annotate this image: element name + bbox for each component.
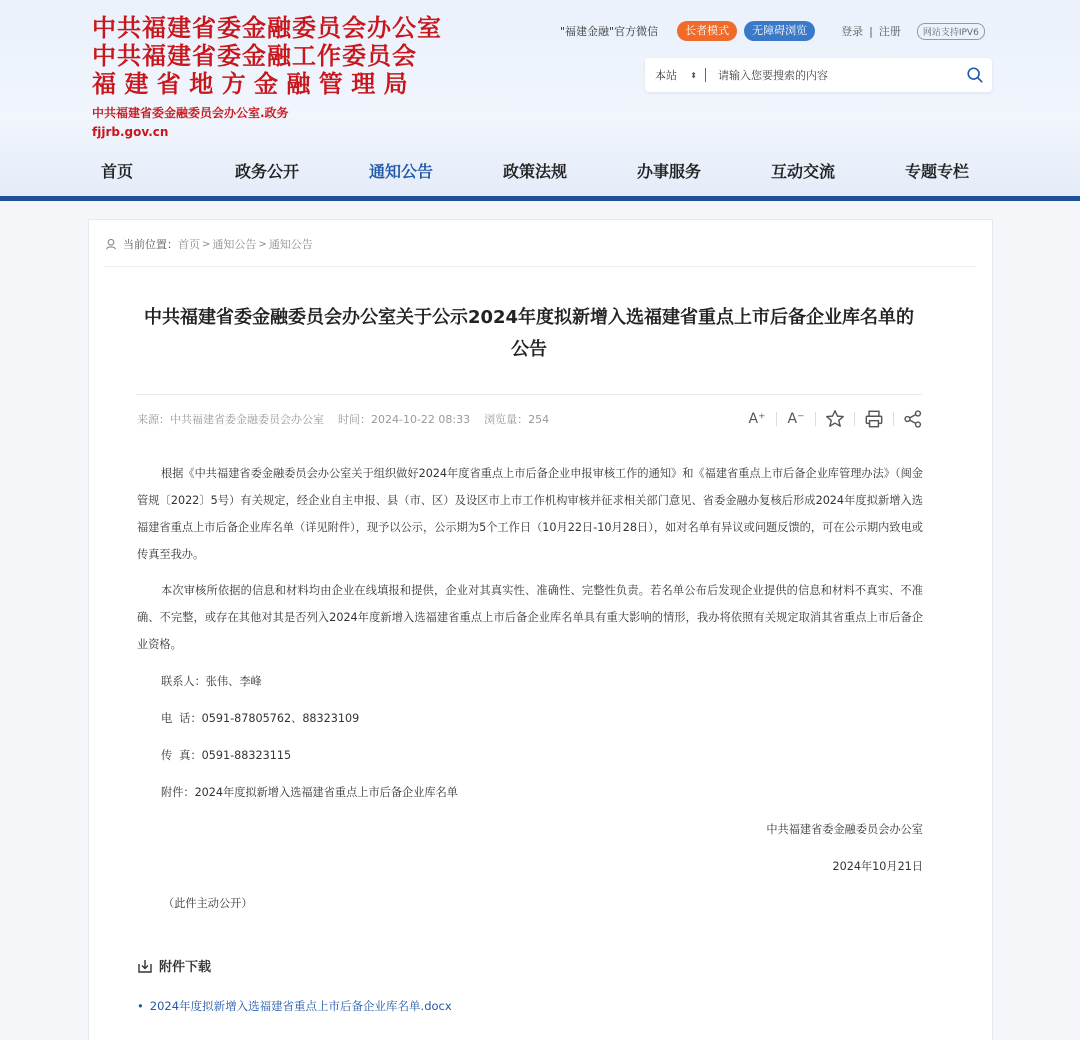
tool-divider — [776, 412, 777, 426]
share-icon[interactable] — [902, 408, 924, 430]
article-time: 时间：2024-10-22 08:33 — [338, 413, 471, 426]
search-icon[interactable] — [966, 66, 984, 84]
breadcrumb-divider — [104, 266, 976, 267]
site-logo[interactable] — [92, 14, 442, 139]
search-bar — [645, 58, 992, 92]
site-header — [0, 0, 1080, 196]
search-scope-value: 本站 — [655, 69, 677, 82]
article-views: 浏览量：254 — [484, 413, 550, 426]
attachment-filename: 2024年度拟新增入选福建省重点上市后备企业库名单.docx — [149, 999, 452, 1013]
font-decrease-icon[interactable]: A⁻ — [787, 411, 805, 427]
sign-date: 2024年10月21日 — [832, 860, 923, 873]
body-paragraph: 本次审核所依据的信息和材料均由企业在线填报和提供，企业对其真实性、准确性、完整性负责。若名单公布后发现企业提供的信息和材料不真实、不准确、不完整，或存在其他对其是否列入2024年度新增入选福建省重点上市后备企业库名单具有重大影响的情形，我办将依照有关规定取消其省重点上市后备企业资格。 — [137, 584, 923, 651]
print-icon[interactable] — [863, 408, 885, 430]
link-separator: | — [869, 24, 873, 38]
nav-item-home[interactable]: 首页 — [101, 162, 134, 181]
bullet-dot: • — [137, 999, 144, 1013]
breadcrumb-notices[interactable]: 通知公告 — [212, 238, 257, 251]
breadcrumb-home[interactable]: 首页 — [178, 238, 200, 251]
logo-line-2: 中共福建省委金融工作委员会 — [92, 41, 417, 70]
location-icon — [104, 237, 118, 251]
contact-phone: 电 话：0591-87805762、88323109 — [161, 712, 360, 725]
nav-item-policies[interactable]: 政策法规 — [502, 162, 567, 181]
accessible-browse-button[interactable]: 无障碍浏览 — [744, 21, 815, 41]
attachment-link[interactable] — [137, 998, 452, 1014]
nav-item-notices[interactable]: 通知公告 — [368, 162, 433, 181]
main-nav — [92, 154, 1004, 190]
star-icon[interactable] — [824, 408, 846, 430]
logo-line-1: 中共福建省委金融委员会办公室 — [92, 13, 442, 42]
ipv6-badge: 网站支持IPV6 — [917, 23, 985, 40]
breadcrumb-separator: > — [202, 238, 211, 250]
font-increase-icon[interactable]: A⁺ — [748, 411, 766, 427]
search-input[interactable] — [706, 69, 936, 82]
meta-divider — [136, 394, 922, 395]
body-paragraph: 根据《中共福建省委金融委员会办公室关于组织做好2024年度省重点上市后备企业申报审核工作的通知》和《福建省重点上市后备企业库管理办法》（闽金管规〔2022〕5号）有关规定，经企业自主申报、县（市、区）及设区市上市工作机构审核并征求相关部门意见、省委金融办复核后形成2024年度拟新增入选福建省重点上市后备企业库名单（详见附件），现予以公示，公示期为5个工作日（10月22日-10月28日），如对名单有异议或问题反馈的，可在公示期内致电或传真至我办。 — [137, 467, 923, 561]
article-tools — [746, 408, 924, 430]
tool-divider — [815, 412, 816, 426]
signer: 中共福建省委金融委员会办公室 — [766, 823, 923, 836]
top-links — [560, 20, 985, 42]
contact-person: 联系人：张伟、李峰 — [161, 675, 262, 688]
search-scope-select[interactable] — [645, 67, 705, 83]
publicity-note: （此件主动公开） — [163, 897, 253, 910]
downloads-heading — [137, 956, 211, 975]
nav-item-government-affairs[interactable]: 政务公开 — [234, 162, 299, 181]
logo-line-3: 福建省地方金融管理局 — [92, 69, 416, 98]
breadcrumb-notices-sub[interactable]: 通知公告 — [268, 238, 313, 251]
logo-domain: fjjrb.gov.cn — [92, 125, 169, 139]
contact-fax: 传 真：0591-88323115 — [161, 749, 292, 762]
breadcrumb — [104, 236, 313, 252]
tool-divider — [854, 412, 855, 426]
attachment-note: 附件：2024年度拟新增入选福建省重点上市后备企业库名单 — [161, 786, 458, 799]
breadcrumb-separator: > — [258, 238, 267, 250]
article-body — [137, 460, 923, 917]
downloads-title: 附件下载 — [159, 960, 212, 975]
nav-item-topics[interactable]: 专题专栏 — [904, 162, 969, 181]
register-link[interactable]: 注册 — [878, 25, 901, 38]
elder-mode-button[interactable]: 长者模式 — [677, 21, 737, 41]
breadcrumb-label: 当前位置： — [123, 238, 178, 251]
nav-underline-bar — [0, 196, 1080, 201]
article-meta — [137, 411, 549, 427]
login-link[interactable]: 登录 — [841, 25, 864, 38]
download-icon — [137, 958, 153, 974]
tool-divider — [893, 412, 894, 426]
article-source: 来源：中共福建省委金融委员会办公室 — [137, 413, 324, 426]
wechat-link[interactable]: "福建金融"官方微信 — [560, 25, 659, 38]
article-title: 中共福建省委金融委员会办公室关于公示2024年度拟新增入选福建省重点上市后备企业库名单的公告 — [143, 307, 915, 360]
nav-item-services[interactable]: 办事服务 — [636, 162, 701, 181]
nav-item-interaction[interactable]: 互动交流 — [770, 162, 835, 181]
updown-arrow-icon: ⬍ — [690, 70, 697, 80]
logo-subtitle: 中共福建省委金融委员会办公室.政务 — [92, 106, 289, 120]
